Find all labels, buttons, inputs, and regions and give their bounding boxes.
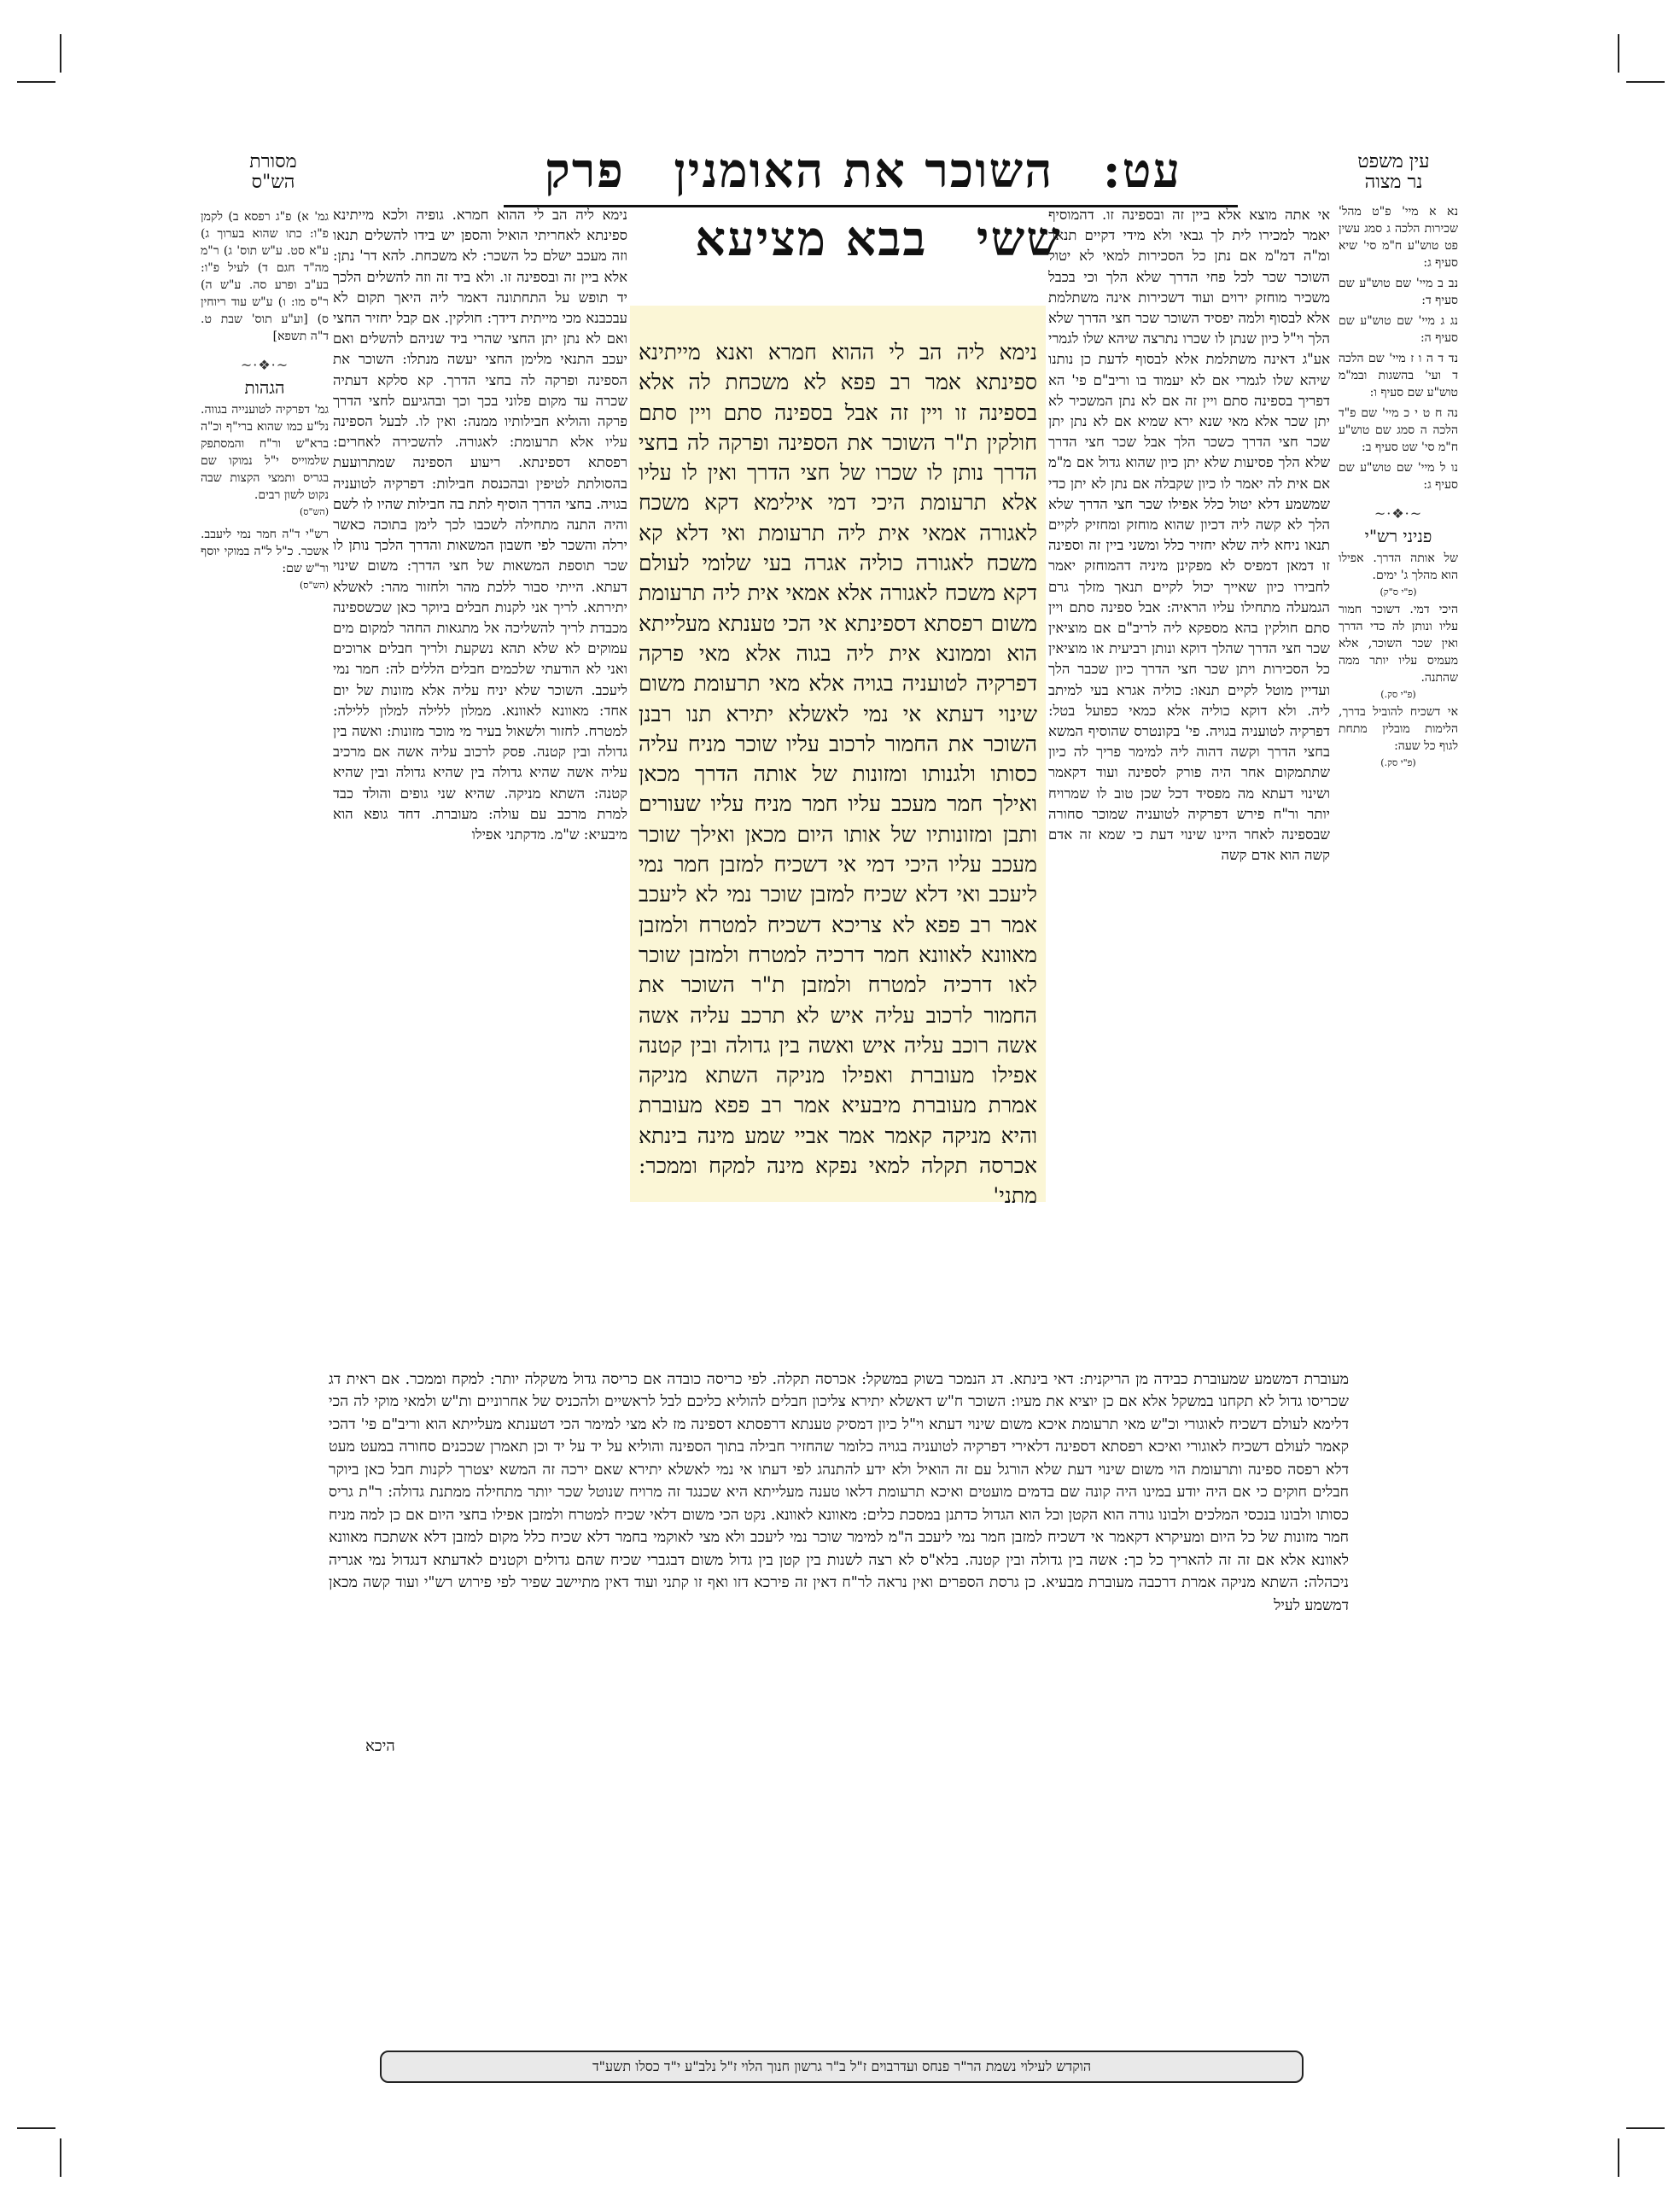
dedication-text: הוקדש לעילוי נשמת הר"ר פנחס ועדרבוים ז"ל ב"ר גרשון חנוך הלוי ז"ל נלב"ע י"ד כסלו תשע"ד bbox=[592, 2058, 1092, 2074]
ein-mishpat-header bbox=[1336, 152, 1451, 193]
crop-mark bbox=[60, 34, 61, 73]
crop-mark bbox=[17, 81, 55, 83]
rashash-text: רש"י ד"ה חמר נמי ליעבב. אשכר. כ"ל ל"ה במוקי יוסף ור"ש שם: bbox=[201, 528, 329, 575]
tosafot-commentary bbox=[333, 205, 627, 1353]
tractate-name: בבא מציעא bbox=[695, 211, 928, 267]
ein-mishpat-label: עין משפט bbox=[1357, 151, 1430, 172]
pnei-rashi-ref: (פ"י סק.) bbox=[1380, 689, 1416, 700]
ein-mishpat-entry: נא א מיי' פ"ט מהל' שכירות הלכה ג סמג עשין פט טוש"ע ח"מ סי' שיא סעיף ג: bbox=[1339, 205, 1458, 270]
ornament-divider: ~·❖·~ bbox=[240, 357, 289, 373]
masoret-entries: גמ' א) פ"ג רפסא ב) לקמן פ"ו: כתו שהוא בערוך ג) ע"א סט. ע"ש תוס' ג) ר"מ מה"ד חגם ד) לעיל פ"ו: בע"ב ופרע סה. ע"ש ה) ר"ס מו: ו) ע"ש עוד ריוחין ס) [וע"ע תוס' שבת ט. ד"ה תשפא] bbox=[201, 210, 329, 343]
bottom-commentary-text: מעוברת דמשמע שמעוברת כבידה מן הריקנית: דאי בינתא. דג הנמכר בשוק במשקל: אכרסה תקלה. לפי כריסה כובדה אם כריסה גדול משקלה יותר: למקח וממכר. אם ראית דג שכריסו גדול לא תקחנו במשקל אלא אם כן יוציא את מעיו: השוכר ח"ש דאשלא יתירא צליכון חבלים להוליא כליכם לבל לראשיים ולהכניס של אחרוניים ות"ש ולמאי מוקי לה הכי דלימא לעולם דשכיח לאוגורי וכ"ש מאי תרעומת איכא משום שינוי דעתא וי"ל כיון דמסיק טענתא דרפסתא דספינה מז לא מצי למימר הכי דטענתא מעלייתא הוא וריב"ם פי' דהכי קאמר לעולם דשכיח לאוגורי ואיכא רפסתא דספינה דלאירי דפרקיה לטועניה בגויה כלומר שהחזיר חבילה בתוך הספינה והוליא על יד על יד וכן תאמרן שככנים סחורה במעט מעט דלא רפסה ספינה ותרעומת הוי משום שינוי דעת שלא הורגל עם זה הואיל ולא ידע להתנהג לפי דעתו אי נמי לאשלא יתירא שאם ירכה זה המשא יצטרך לקנות חבל כאן ביוקר חבלים חוקים כי אם היה יודע במינו היה קונה שם בדמים מועטים ואיכא תרעומת דלאו טענה מעלייתא היא שכנגד זה מרויח שנוטל שכר יותר מתחילה ממתנת גדולה: ר"ת גריס כסותו ולבונו בנכסי המלכים ולבונו גורה הוא הקטן וכל הוא הגדול כדתנן במסכת כלים: מאוונא לאוונא. נקט הכי משום דלאי שכיח למטרח ולמזבן אפילו בחצי היום אם כן למה מניח חמר מזונות של כל היום ומעיקרא דקאמר אי דשכיח למזבן חמר נמי ליעכב ה"מ למימר שוכר נמי ליעכב ולא מצי לאוקמי בחמר דלא שכיח כלל מקום למזבן דלא אשתכח מאוונא לאוונא אלא אם זה זה להאריך כל כך: אשה בין גדולה ובין קטנה. בלא"ס לא רצה לשנות בין קטן בין גדול משום דבגברי שכיח שהם גדולים וקטנים לאדעתא דנגדול נמי אגריה ניכהלה: השתא מניקה אמרת דרכבה מעוברת מבעיא. כן גרסת הספרים ואין נראה לר"ח דאין זה פירכא דזו ואף זו קתני ועוד דאין מתיישב שפיר לפי פירוש רש"י ועוד קשה מכאן דמשמע לעיל bbox=[329, 1370, 1349, 1614]
hashas-label: הש"ס bbox=[251, 172, 295, 193]
crop-mark bbox=[60, 2138, 61, 2177]
bottom-commentary bbox=[329, 1353, 1349, 1737]
ein-mishpat-entry: נו ל מיי' שם טוש"ע שם סעיף ג: bbox=[1339, 461, 1458, 492]
chapter-name: השוכר את האומנין bbox=[674, 143, 1054, 199]
rashi-text: אי אתה מוצא אלא ביין זה ובספינה זו. דהמוסיף יאמר למכירו לית לך גבאי ולא מידי דקיים תנאך ומ"ה דמ"מ אם נתן כל הסכירות למאי לא יטול השוכר שכר לכל פחי הדרך שלא הלך וכי בכבל משכיר מוחזק ירוים ועוד דשכירות אינה משתלמת אלא לבסוף ולמה יפסיד השוכר שכר חצי הדרך שלא הלך וי"ל כיון שנתן לו שכרו נתרצה שיהא שלו לגמרי אע"ג דאינה משתלמת אלא לבסוף לדעת כן נותנו שיהא שלו לגמרי אם לא יעמוד בו וריב"ם פי' הא דפריך בספינה סתם ויין זה אם לא נתן המשכיר לא יתן שכר אלא מאי שנא ירא שמיא אם לא נתן יתן שכר חצי הדרך כשכר הלך אבל שכר חצי הדרך שלא הלך פסיעות שלא יתן כיון שהוא גדול אם מ"מ אם אית לה יאמר לו כיון שקבלה אם נתן לא יתן כדי שמשמע דלא יטול כלל אפילו שכר חצי הדרך שלא הלך לא קשה ליה דכיון שהוא מוחזק ומחזיק לקיים תנאו ניחא ליה שלא יחזיר כלל ומשני ביין זה וספינה זו דמאן דמפיס לא מפקינן מיניה דהמוחזק יאמר לחבירו כיון שאייך יכול לקיים תנאך מזלך גרם הגמעלה מתחילו עליו הראיה: אבל ספינה סתם ויין סתם חולקין בהא מספקא ליה לריב"ם אם מוציאין שכר חצי הדרך שהלך דוקא ונותן רביעית או מוציאין כל הסכירות ויתן שכר חצי הדרך כיון שכבר הלך ועדיין מוטל לקיים תנאו: כוליה אגרא בעי למיתב ליה. ולא דוקא כוליה אלא כמאי כפועל בטל: דפרקיה לטועניה בגויה. פי' בקונטרס שהוסיף המשא בחצי הדרך וקשה דהוה ליה למימר פריך לה כיון שתתמקום אחר היה פורק לספינה ועוד דקאמר ושינוי דעתא מה מפסיד דכל שכן טוב לו שמרויח יותר ור"ח פירש דפרקיה לטועניה שמוכר סחורה שבספינה לאחר היינו שינוי דעת כי שמא זה אדם קשה הוא אדם קשה bbox=[1048, 207, 1330, 864]
hagahot-text: גמ' דפרקיה לטוענייה בגווה. נל"ע כמו שהוא ברי"ף וכ"ה ברא"ש ור"ח והמסתפק שלמוייס י"ל נמוקו שם בגריס ותמצי הקצות שבה נקוט לשון רבים. bbox=[201, 403, 329, 502]
ornament-divider: ~·❖·~ bbox=[1374, 505, 1423, 522]
crop-mark bbox=[1618, 34, 1619, 73]
masoret-label: מסורת bbox=[249, 151, 297, 172]
ein-mishpat-entry: נד ד ה ו ז מיי' שם הלכה ד ועי' בהשגות ובמ"מ טוש"ע שם סעיף ו: bbox=[1339, 352, 1458, 400]
daf-number: עט: bbox=[1102, 143, 1182, 199]
pnei-rashi-title: פניני רש"י bbox=[1364, 526, 1432, 546]
crop-mark bbox=[17, 2127, 55, 2129]
crop-mark bbox=[1626, 2127, 1665, 2129]
crop-mark bbox=[1626, 81, 1665, 83]
gemara-text: נימא ליה הב לי ההוא חמרא ואנא מייתינא ספינתא אמר רב פפא לא משכחת לה אלא בספינה זו ויין זה אבל בספינה סתם ויין סתם חולקין ת"ר השוכר את הספינה ופרקה לה בחצי הדרך נותן לו שכרו של חצי הדרך ואין לו עליו אלא תרעומת היכי דמי אילימא דקא משכח לאגורה אמאי אית ליה תרעומת ואי דלא קא משכח לאגורה כוליה אגרה בעי שלומי לעולם דקא משכח לאגורה אלא אמאי אית ליה תרעומת משום רפסתא דספינתא אי הכי טענתא מעלייתא הוא וממונא אית ליה בגוה אלא מאי פרקה דפרקיה לטועניה בגויה אלא מאי תרעומת משום שינוי דעתא אי נמי לאשלא יתירא תנו רבנן השוכר את החמור לרכוב עליו שוכר מניח עליה כסותו ולגנותו ומזונות של אותה הדרך מכאן ואילך חמר מעכב עליו חמר מניח עליו שעורים ותבן ומזונותיו של אותו היום מכאן ואילך שוכר מעכב עליו היכי דמי אי דשכיח למזבן חמר נמי ליעכב ואי דלא שכיח למזבן שוכר נמי לא ליעכב אמר רב פפא לא צריכא דשכיח למטרח ולמזבן מאוונא לאוונא חמר דרכיה למטרח ולמזבן שוכר לאו דרכיה למטרח ולמזבן ת"ר השוכר את החמור לרכוב עליה איש לא תרכב עליה אשה אשה רוכב עליה איש ואשה בין גדולה ובין קטנה אפילו מעוברת ואפילו מניקה השתא מניקה אמרת מעוברת מיבעיא אמר רב פפא מעוברת והיא מניקה קאמר אמר אביי שמע מינה בינתא אכרסה תקלה למאי נפקא מינה למקח וממכר: מתני' bbox=[639, 340, 1037, 1209]
pnei-rashi-ref: (פ"י ס"ק) bbox=[1380, 586, 1417, 598]
ner-mitzvah-label: נר מצוה bbox=[1364, 172, 1423, 193]
hagahot-ref: (הש"ס) bbox=[299, 506, 329, 517]
page-title bbox=[504, 137, 1238, 267]
rashash-ref: (הש"ס) bbox=[299, 580, 329, 591]
ein-mishpat-entry: נב ב מיי' שם טוש"ע שם סעיף ד: bbox=[1339, 277, 1458, 307]
ein-mishpat-column bbox=[1339, 203, 1458, 835]
dedication-banner bbox=[380, 2051, 1304, 2083]
pnei-rashi-text: של אותה הדרך. אפילו הוא מהלך ג' ימים. bbox=[1339, 551, 1458, 582]
pnei-rashi-ref: (פ"י סק.) bbox=[1380, 757, 1416, 768]
hagahot-title: הגהות bbox=[244, 377, 285, 398]
gemara-text-block bbox=[639, 316, 1037, 1209]
masoret-hashas-column bbox=[201, 208, 329, 669]
pnei-rashi-text: היכי דמי. דשוכר חמור עליו ונותן לה כדי הדרך ואין שכר השוכר, אלא מעמיס עליו יותר ממה שהתנה. bbox=[1339, 603, 1458, 685]
ein-mishpat-entry: נה ח ט י כ מיי' שם פ"ד הלכה ה סמג שם טוש"ע ח"מ סי' שט סעיף ב: bbox=[1339, 406, 1458, 454]
masoret-header bbox=[226, 152, 320, 193]
pnei-rashi-text: אי דשכיח להוביל בדרך, הלימות מובלין מתחת לגוף כל שעה: bbox=[1339, 705, 1458, 753]
catchword: היכא bbox=[365, 1737, 395, 1755]
chapter-number: פרק ששי bbox=[544, 143, 1062, 267]
rashi-commentary bbox=[1048, 205, 1330, 1353]
ein-mishpat-entry: נג ג מיי' שם טוש"ע שם סעיף ה: bbox=[1339, 314, 1458, 345]
tosafot-text: נימא ליה הב לי ההוא חמרא. גופיה ולכא מייתינא ספינתא לאחריתי הואיל והספן יש בידו להשלים תנאו וזה מעכב ישלם כל השכר: לא משכחת. להא דר' נתן: אלא ביין זה ובספינה זו. ולא ביד זה וזה להשלים הלכך יד תופש על התחתונה דאמר ליה היאך תקום לא עבכבנא מכי מייתית דידך: חולקין. אם קבל יחזיר החצי ואם לא נתן יתן החצי שהרי ביד שניהם להשלים ואם יעכב התנאי מלימן החצי יעשה מנתלו: השוכר את הספינה ופרקה לה בחצי הדרך. קא סלקא דעתיה שכרה עד מקום פלוני בכך וכך ובהגיעם לחצי הדרך פרקה והוליא חבילותיו ממנה: ואין לו. לבעל הספינה עליו אלא תרעומת: לאגורה. להשכירה לאחרים: רפסתא דספינתא. ריעוע הספינה שמתרועעת בהסולתת לטיפין ובהכנסת חבילות: דפרקיה לטועניה בגויה. בחצי הדרך הוסיף לתת בה חבילות שהיו לו לשם והיה התנה מתחילה לשכבו לכך לימן בתוכה כאשר ירלה והשכר לפי חשבון המשאות והדרך הלכך נותן לו שכר תוספת המשאות של חצי הדרך: משום שינוי דעתא. הייתי סבור ללכת מהר ולחזור מהר: לאשלא יתירתא. לריך אני לקנות חבלים ביוקר כאן שכשספינה מכבדת לריך להשליכה אל מתגאות החהר למקום מים עמוקים לא שלא תהא נשקעת ולריך חבלים ארוכים ואני לא הודעתי שלכמים חבלים הללים לה: חמר נמי ליעכב. השוכר שלא יניח עליה אלא מזונות של יום אחד: מאוונא לאוונא. ממלון ללילה למלון ללילה: למטרח. לחזור ולשאול בעיר מי מוכר מזונות: ואשה בין גדולה ובין קטנה. פסק לרכוב עליה אשה אם מרכיב עליה אשה שהיא גדולה בין שהיא גדולה ובין שהיא קטנה: השתא מניקה. שהיא שני גופים והולד כבד למרת מרכב עם עולה: מעוברת. דחד גופא הוא מיבעיא: ש"מ. מדקתני אפילו bbox=[333, 207, 627, 843]
crop-mark bbox=[1618, 2138, 1619, 2177]
